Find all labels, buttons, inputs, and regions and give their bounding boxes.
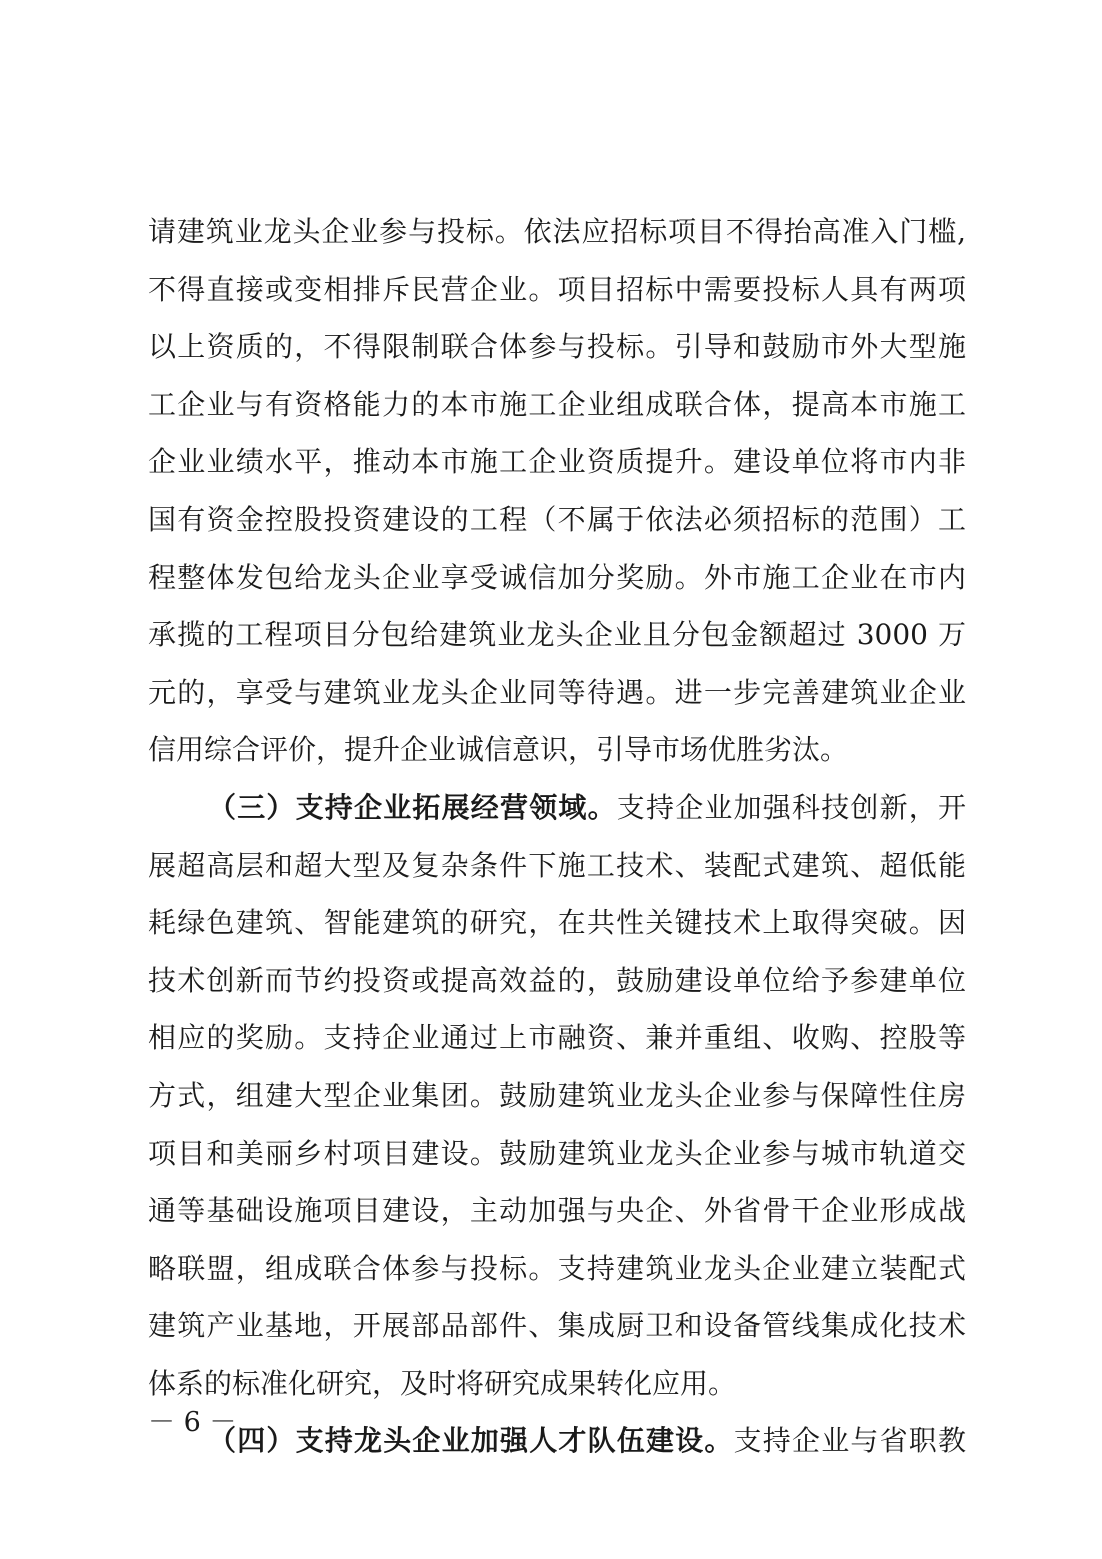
section-3-heading: （三）支持企业拓展经营领域。: [208, 790, 617, 824]
paragraph-1-line-3: 以上资质的，不得限制联合体参与投标。引导和鼓励市外大型施: [148, 330, 966, 364]
paragraph-1-line-2: 不得直接或变相排斥民营企业。项目招标中需要投标人具有两项: [148, 272, 966, 306]
paragraph-1-line-4: 工企业与有资格能力的本市施工企业组成联合体，提高本市施工: [148, 387, 966, 421]
paragraph-1-line-1: 请建筑业龙头企业参与投标。依法应招标项目不得抬高准入门槛,: [148, 215, 966, 248]
paragraph-1-line-5: 企业业绩水平，推动本市施工企业资质提升。建设单位将市内非: [148, 445, 966, 479]
paragraph-2-line-10: 建筑产业基地，开展部品部件、集成厨卫和设备管线集成化技术: [148, 1309, 966, 1343]
body-text: [148, 203, 966, 1470]
paragraph-3-first-line-text: 支持企业与省职教: [733, 1424, 966, 1458]
paragraph-1-line-6: 国有资金控股投资建设的工程（不属于依法必须招标的范围）工: [148, 502, 966, 536]
paragraph-2-line-9: 略联盟，组成联合体参与投标。支持建筑业龙头企业建立装配式: [148, 1251, 966, 1285]
paragraph-1-line-10: 信用综合评价，提升企业诚信意识，引导市场优胜劣汰。: [148, 733, 849, 767]
paragraph-2-line-7: 项目和美丽乡村项目建设。鼓励建筑业龙头企业参与城市轨道交: [148, 1136, 966, 1170]
paragraph-2-line-5: 相应的奖励。支持企业通过上市融资、兼并重组、收购、控股等: [148, 1021, 966, 1055]
paragraph-2-line-6: 方式，组建大型企业集团。鼓励建筑业龙头企业参与保障性住房: [148, 1078, 966, 1112]
paragraph-2-line-4: 技术创新而节约投资或提高效益的，鼓励建设单位给予参建单位: [148, 963, 966, 997]
paragraph-1-line-8: 承揽的工程项目分包给建筑业龙头企业且分包金额超过 3000 万: [148, 618, 966, 652]
paragraph-3-first-line: [148, 1412, 966, 1470]
paragraph-2-line-11: 体系的标准化研究，及时将研究成果转化应用。: [148, 1366, 737, 1400]
paragraph-1-line-7: 程整体发包给龙头企业享受诚信加分奖励。外市施工企业在市内: [148, 560, 966, 594]
paragraph-2-first-line-text: 支持企业加强科技创新，开: [616, 790, 966, 824]
page-number: － 6 －: [148, 1407, 237, 1438]
paragraph-2-line-8: 通等基础设施项目建设，主动加强与央企、外省骨干企业形成战: [148, 1194, 966, 1228]
paragraph-2-line-3: 耗绿色建筑、智能建筑的研究，在共性关键技术上取得突破。因: [148, 906, 966, 940]
section-4-heading: （四）支持龙头企业加强人才队伍建设。: [208, 1424, 734, 1458]
paragraph-2-line-2: 展超高层和超大型及复杂条件下施工技术、装配式建筑、超低能: [148, 848, 966, 882]
paragraph-1-line-9: 元的，享受与建筑业龙头企业同等待遇。进一步完善建筑业企业: [148, 675, 966, 709]
paragraph-2-first-line: [148, 779, 966, 837]
